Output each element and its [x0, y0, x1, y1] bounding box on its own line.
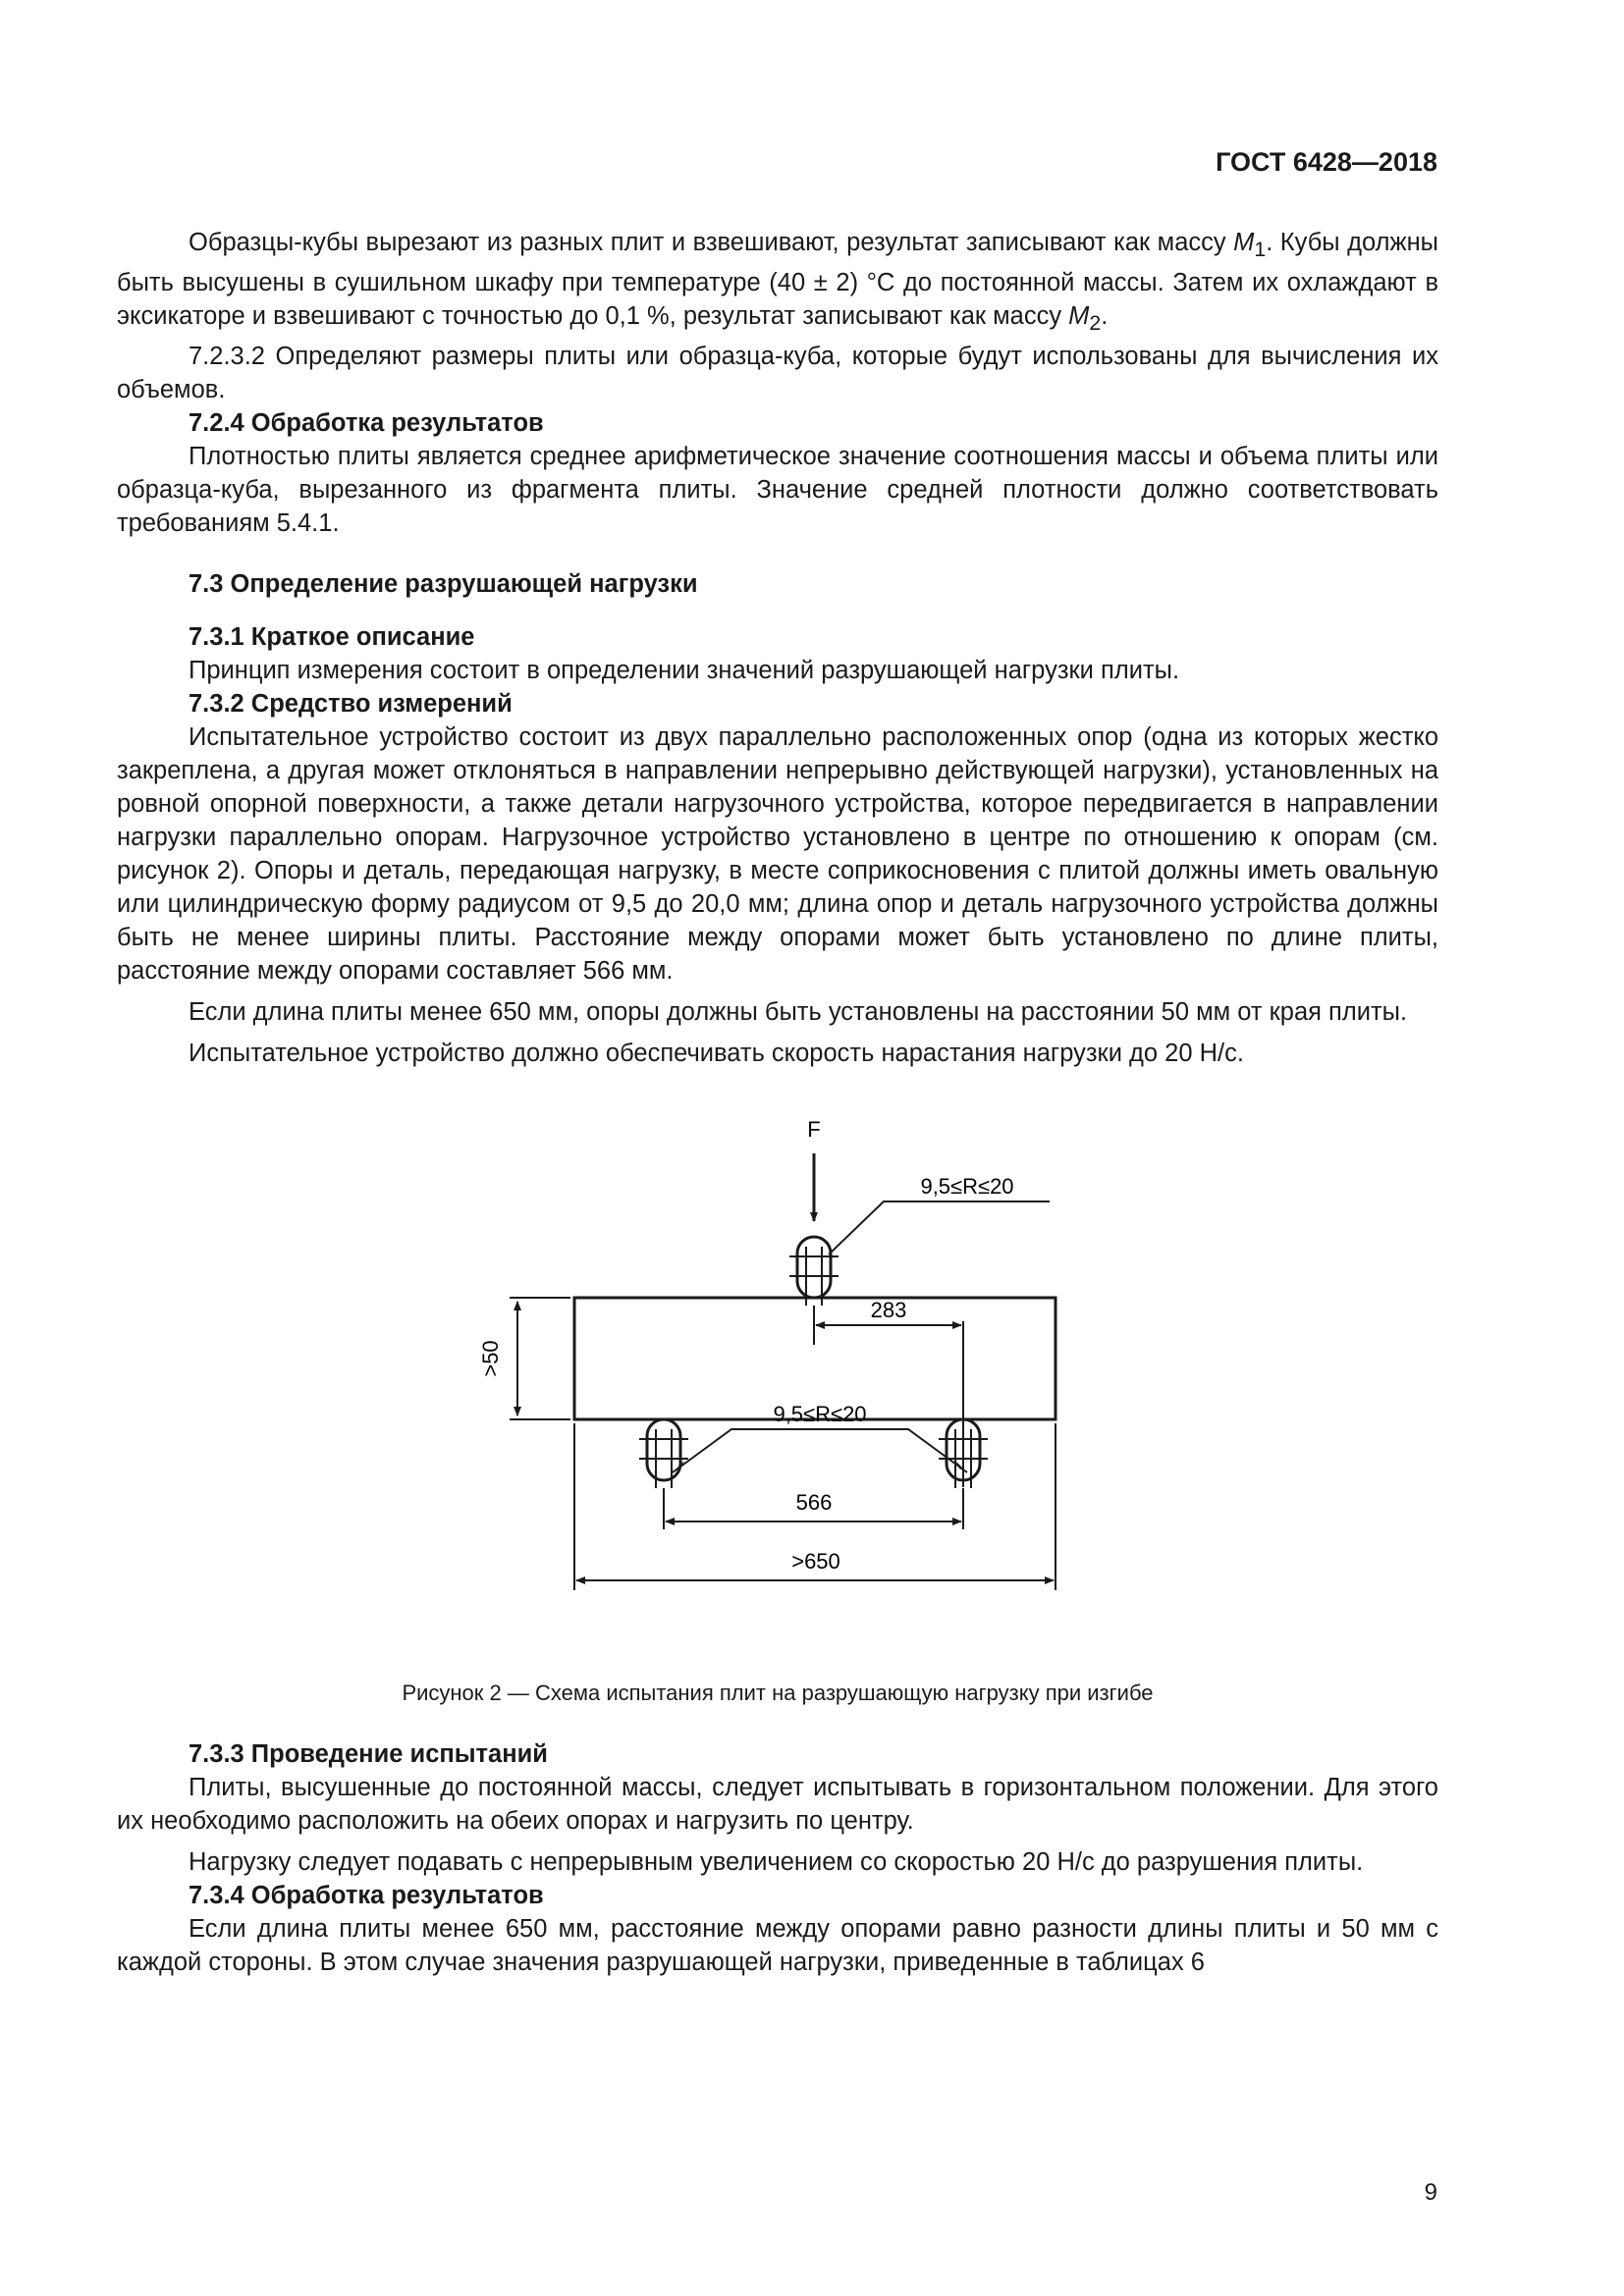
- paragraph-text: . Кубы должны быть высушены в сушильном шкафу при температуре (40 ± 2) °С до постоянной массы. Затем их охлаждают в эксикаторе и взвешивают с точностью до 0,1 %, результат записывают как массу: [117, 229, 1438, 331]
- paragraph-text: .: [1101, 302, 1109, 331]
- page-number: 9: [1424, 2179, 1437, 2206]
- loading-device: [789, 1237, 839, 1306]
- section-heading: 7.3.1 Краткое описание: [189, 623, 475, 652]
- section-heading: 7.3 Определение разрушающей нагрузки: [189, 570, 698, 599]
- bending-test-diagram: [117, 1099, 1438, 1669]
- paragraph: Плиты, высушенные до постоянной массы, следует испытывать в горизонтальном положении. Для этого их необходимо расположить на обеих опорах и нагрузить по центру.: [117, 1774, 1438, 1836]
- mass-subscript: 2: [1089, 311, 1102, 336]
- radius-leader-bottom: [673, 1429, 967, 1472]
- mass-symbol: M: [1233, 229, 1255, 256]
- paragraph: Если длина плиты менее 650 мм, опоры должны быть установлены на расстоянии 50 мм от края плиты.: [189, 998, 1408, 1027]
- section-heading: 7.3.2 Средство измерений: [189, 690, 513, 719]
- half-span-label: 283: [870, 1298, 907, 1323]
- figure-caption: Рисунок 2 — Схема испытания плит на разрушающую нагрузку при изгибе: [402, 1681, 1154, 1706]
- mass-subscript: 1: [1254, 238, 1267, 262]
- thickness-label: >50: [478, 1340, 503, 1377]
- paragraph: Испытательное устройство состоит из двух параллельно расположенных опор (одна из которых жестко закреплена, а другая может отклоняться в направлении непрерывно действующей нагрузки), установленных на ровной опорной поверхности, а также детали нагрузочного устройства, которое передвигается в направлении нагрузки параллельно опорам. Нагрузочное устройство установлено в центре по отношению к опорам (см. рисунок 2). Опоры и деталь, передающая нагрузку, в месте соприкосновения с плитой должны иметь овальную или цилиндрическую форму радиусом от 9,5 до 20,0 мм; длина опор и деталь нагрузочного устройства должны быть не менее ширины плиты. Расстояние между опорами может быть установлено по длине плиты, расстояние между опорами составляет 566 мм.: [117, 723, 1438, 986]
- paragraph: Плотностью плиты является среднее арифметическое значение соотношения массы и объема плиты или образца-куба, вырезанного из фрагмента плиты. Значение средней плотности должно соответствовать требованиям 5.4.1.: [117, 443, 1438, 538]
- section-heading: 7.3.4 Обработка результатов: [189, 1882, 544, 1910]
- radius-label-bottom: 9,5≤R≤20: [773, 1402, 867, 1427]
- support-left: [639, 1419, 688, 1488]
- paragraph: Принцип измерения состоит в определении значений разрушающей нагрузки плиты.: [189, 657, 1180, 685]
- force-label: F: [807, 1117, 821, 1143]
- length-label: >650: [791, 1549, 840, 1575]
- radius-leader-top: [829, 1201, 1050, 1255]
- section-heading: 7.2.4 Обработка результатов: [189, 409, 544, 438]
- document-code: ГОСТ 6428—2018: [1216, 147, 1437, 177]
- paragraph-text: Образцы-кубы вырезают из разных плит и взвешивают, результат записывают как массу: [189, 229, 1234, 256]
- paragraph: 7.2.3.2 Определяют размеры плиты или образца-куба, которые будут использованы для вычисления их объемов.: [117, 343, 1438, 404]
- paragraph: Испытательное устройство должно обеспечивать скорость нарастания нагрузки до 20 Н/с.: [189, 1040, 1244, 1068]
- figure-test-scheme: [117, 1099, 1438, 1669]
- radius-label-top: 9,5≤R≤20: [920, 1174, 1014, 1200]
- paragraph: [117, 226, 1438, 340]
- span-label: 566: [795, 1490, 833, 1516]
- paragraph: Нагрузку следует подавать с непрерывным увеличением со скоростью 20 Н/с до разрушения плиты.: [189, 1848, 1364, 1877]
- section-heading: 7.3.3 Проведение испытаний: [189, 1740, 548, 1769]
- mass-symbol: M: [1068, 302, 1090, 331]
- page-content: [117, 226, 1438, 1979]
- paragraph: Если длина плиты менее 650 мм, расстояние между опорами равно разности длины плиты и 50 мм с каждой стороны. В этом случае значения разрушающей нагрузки, приведенные в таблицах 6: [117, 1915, 1438, 1977]
